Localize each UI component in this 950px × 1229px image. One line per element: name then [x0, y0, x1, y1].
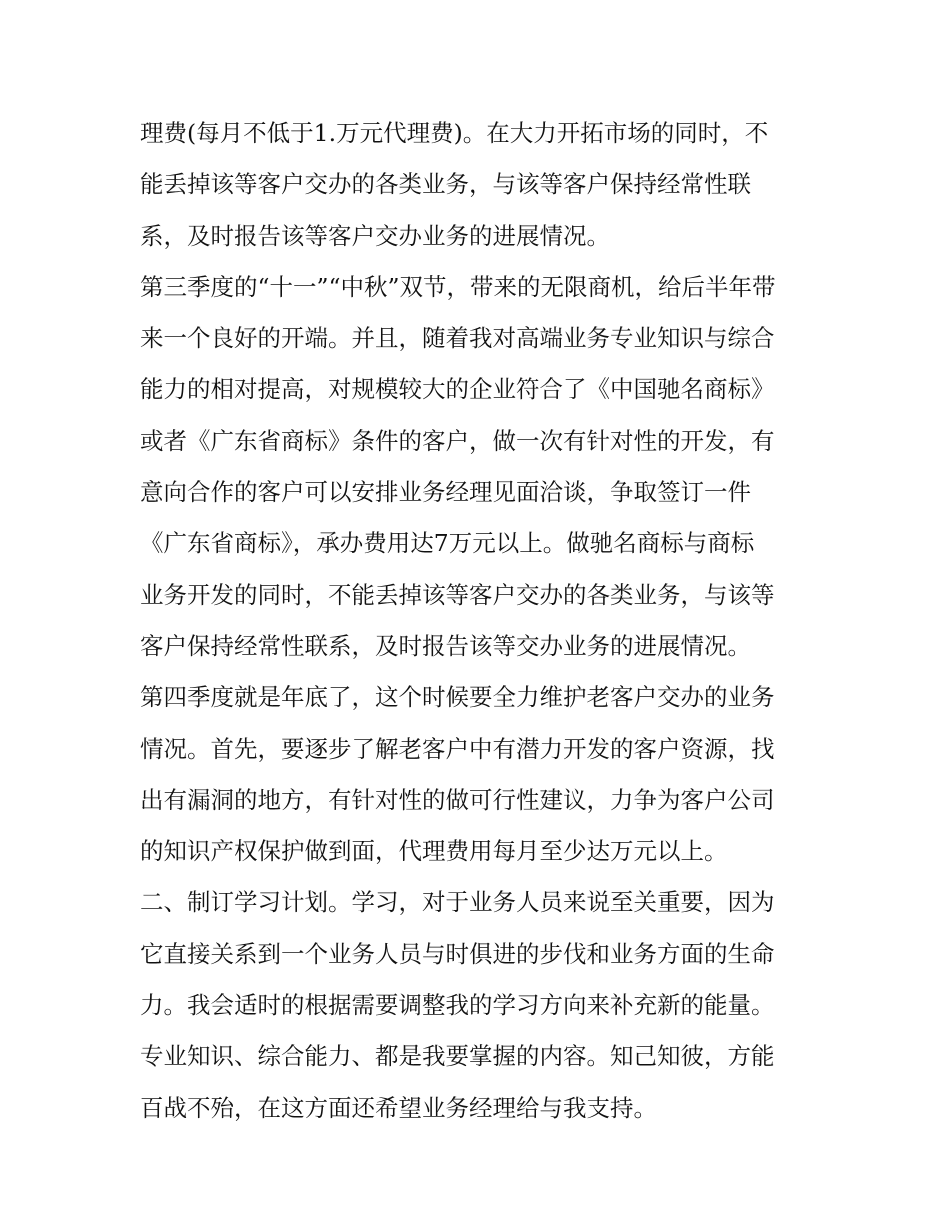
text-line: 来一个良好的开端。并且，随着我对高端业务专业知识与综合 [140, 324, 775, 353]
text-line: 情况。首先，要逐步了解老客户中有潜力开发的客户资源，找 [140, 734, 775, 763]
text-line: 能力的相对提高，对规模较大的企业符合了《中国驰名商标》 [140, 375, 775, 404]
text-line: 系，及时报告该等客户交办业务的进展情况。 [140, 221, 610, 250]
text-line: 第三季度的“十一”“中秋”双节，带来的无限商机，给后半年带 [140, 272, 776, 301]
text-line: 能丢掉该等客户交办的各类业务，与该等客户保持经常性联 [140, 170, 751, 199]
text-line: 第四季度就是年底了，这个时候要全力维护老客户交办的业务 [140, 683, 775, 712]
text-line: 或者《广东省商标》条件的客户，做一次有针对性的开发，有 [140, 426, 775, 455]
text-line: 客户保持经常性联系，及时报告该等交办业务的进展情况。 [140, 631, 751, 660]
text-line: 《广东省商标》，承办费用达7万元以上。做驰名商标与商标 [140, 529, 755, 558]
text-line: 专业知识、综合能力、都是我要掌握的内容。知己知彼，方能 [140, 1042, 775, 1071]
text-line: 力。我会适时的根据需要调整我的学习方向来补充新的能量。 [140, 991, 775, 1020]
text-line: 理费(每月不低于1.万元代理费)。在大力开拓市场的同时，不 [140, 119, 769, 147]
text-line: 百战不殆，在这方面还希望业务经理给与我支持。 [140, 1093, 657, 1122]
text-line: 业务开发的同时，不能丢掉该等客户交办的各类业务，与该等 [140, 580, 775, 609]
text-line: 出有漏洞的地方，有针对性的做可行性建议，力争为客户公司 [140, 785, 775, 814]
text-line: 二、制订学习计划。学习，对于业务人员来说至关重要，因为 [140, 888, 775, 917]
text-line: 的知识产权保护做到面，代理费用每月至少达万元以上。 [140, 837, 728, 866]
text-line: 意向合作的客户可以安排业务经理见面洽谈，争取签订一件 [140, 478, 751, 507]
document-body [140, 108, 820, 1134]
text-line: 它直接关系到一个业务人员与时俱进的步伐和业务方面的生命 [140, 939, 775, 968]
